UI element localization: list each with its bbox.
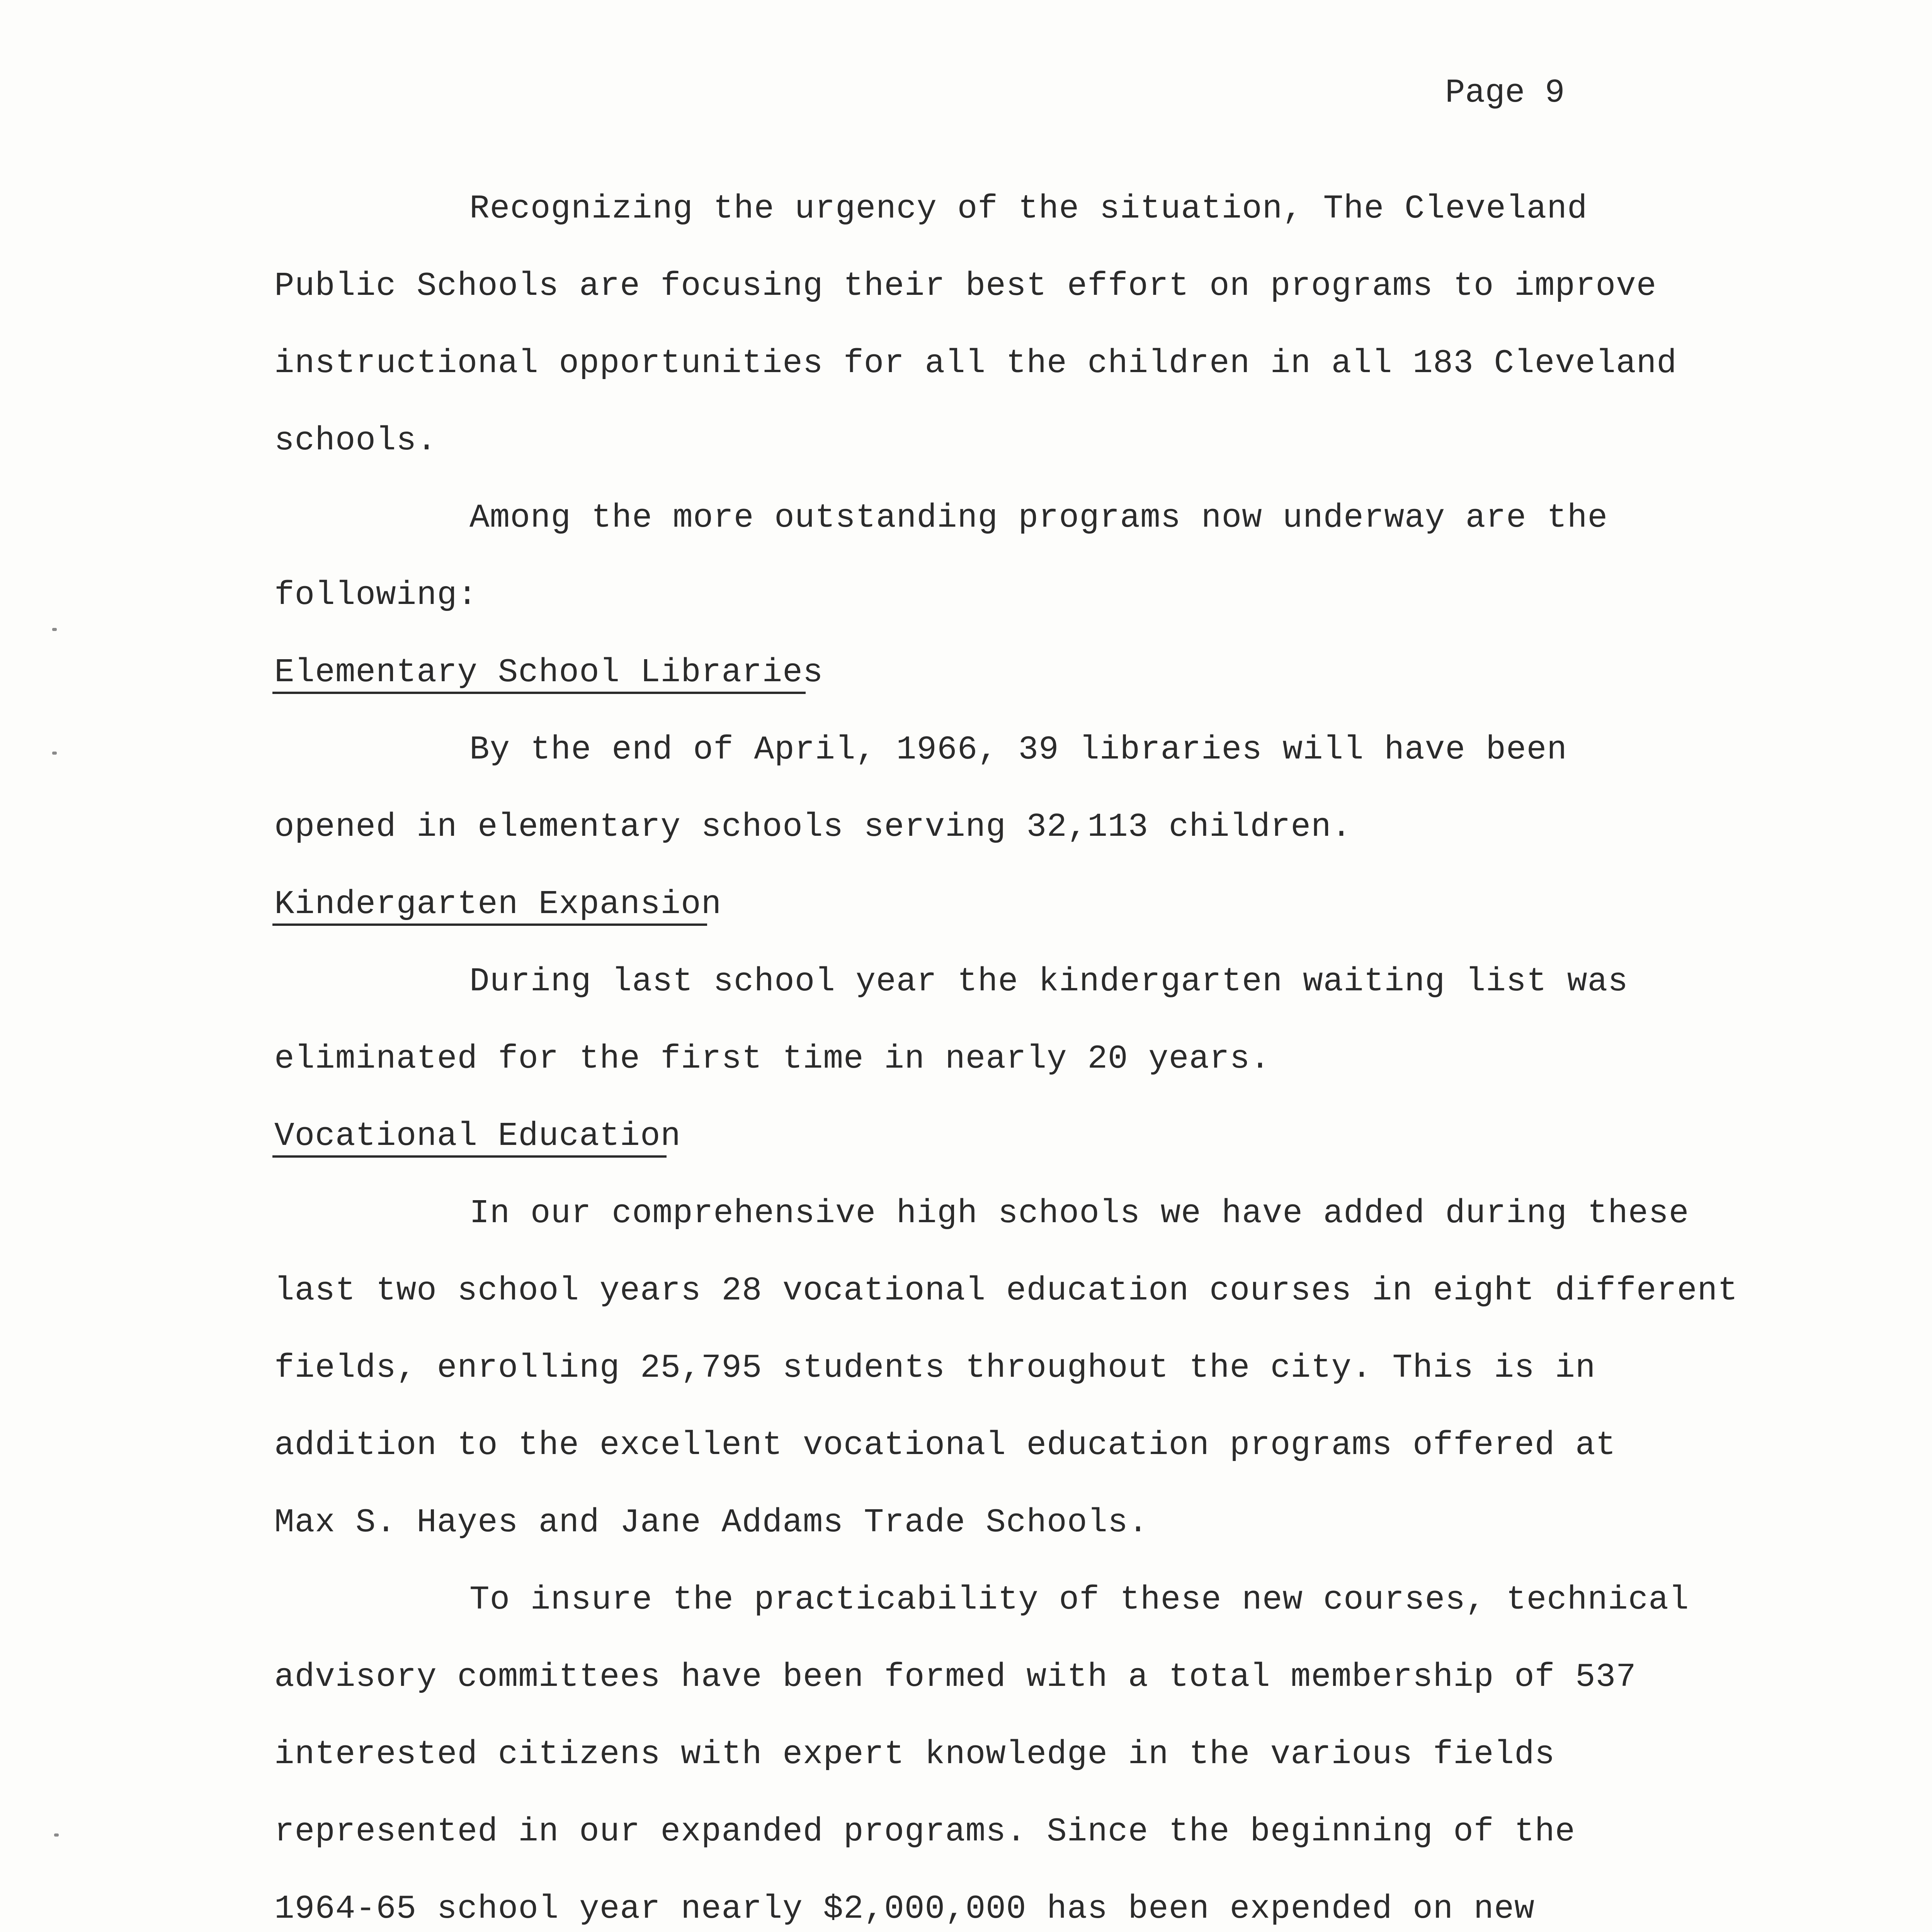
heading-elementary-school-libraries: Elementary School Libraries [274, 653, 823, 691]
intro-line-1: Recognizing the urgency of the situation, The Cleveland [469, 190, 1588, 228]
advisory-line-4: represented in our expanded programs. Since the beginning of the [274, 1813, 1575, 1850]
heading-underline [272, 1155, 667, 1158]
libraries-line-2: opened in elementary schools serving 32,113 children. [274, 808, 1352, 846]
kindergarten-line-2: eliminated for the first time in nearly 20 years. [274, 1040, 1270, 1078]
vocational-line-4: addition to the excellent vocational education programs offered at [274, 1426, 1616, 1464]
advisory-line-1: To insure the practicability of these new courses, technical [469, 1581, 1689, 1619]
intro-line-3: instructional opportunities for all the children in all 183 Cleveland [274, 344, 1677, 382]
page-number: Page 9 [1445, 74, 1565, 112]
kindergarten-line-1: During last school year the kindergarten waiting list was [469, 963, 1628, 1000]
vocational-line-1: In our comprehensive high schools we have added during these [469, 1194, 1689, 1232]
vocational-line-2: last two school years 28 vocational education courses in eight different [274, 1272, 1738, 1310]
scan-mark [52, 628, 57, 631]
vocational-line-5: Max S. Hayes and Jane Addams Trade Schools. [274, 1503, 1149, 1541]
intro-line-2: Public Schools are focusing their best effort on programs to improve [274, 267, 1657, 305]
intro-line-4: schools. [274, 422, 437, 459]
among-line-2: following: [274, 576, 478, 614]
scan-mark [52, 752, 57, 755]
heading-kindergarten-expansion: Kindergarten Expansion [274, 885, 722, 923]
advisory-line-3: interested citizens with expert knowledge in the various fields [274, 1735, 1555, 1773]
scan-mark [54, 1833, 59, 1837]
among-line-1: Among the more outstanding programs now underway are the [469, 499, 1608, 537]
advisory-line-2: advisory committees have been formed with a total membership of 537 [274, 1658, 1636, 1696]
heading-underline [272, 923, 707, 926]
heading-vocational-education: Vocational Education [274, 1117, 681, 1155]
advisory-line-5: 1964-65 school year nearly $2,000,000 has been expended on new [274, 1890, 1535, 1928]
heading-underline [272, 692, 806, 694]
libraries-line-1: By the end of April, 1966, 39 libraries will have been [469, 731, 1567, 769]
vocational-line-3: fields, enrolling 25,795 students throughout the city. This is in [274, 1349, 1596, 1387]
